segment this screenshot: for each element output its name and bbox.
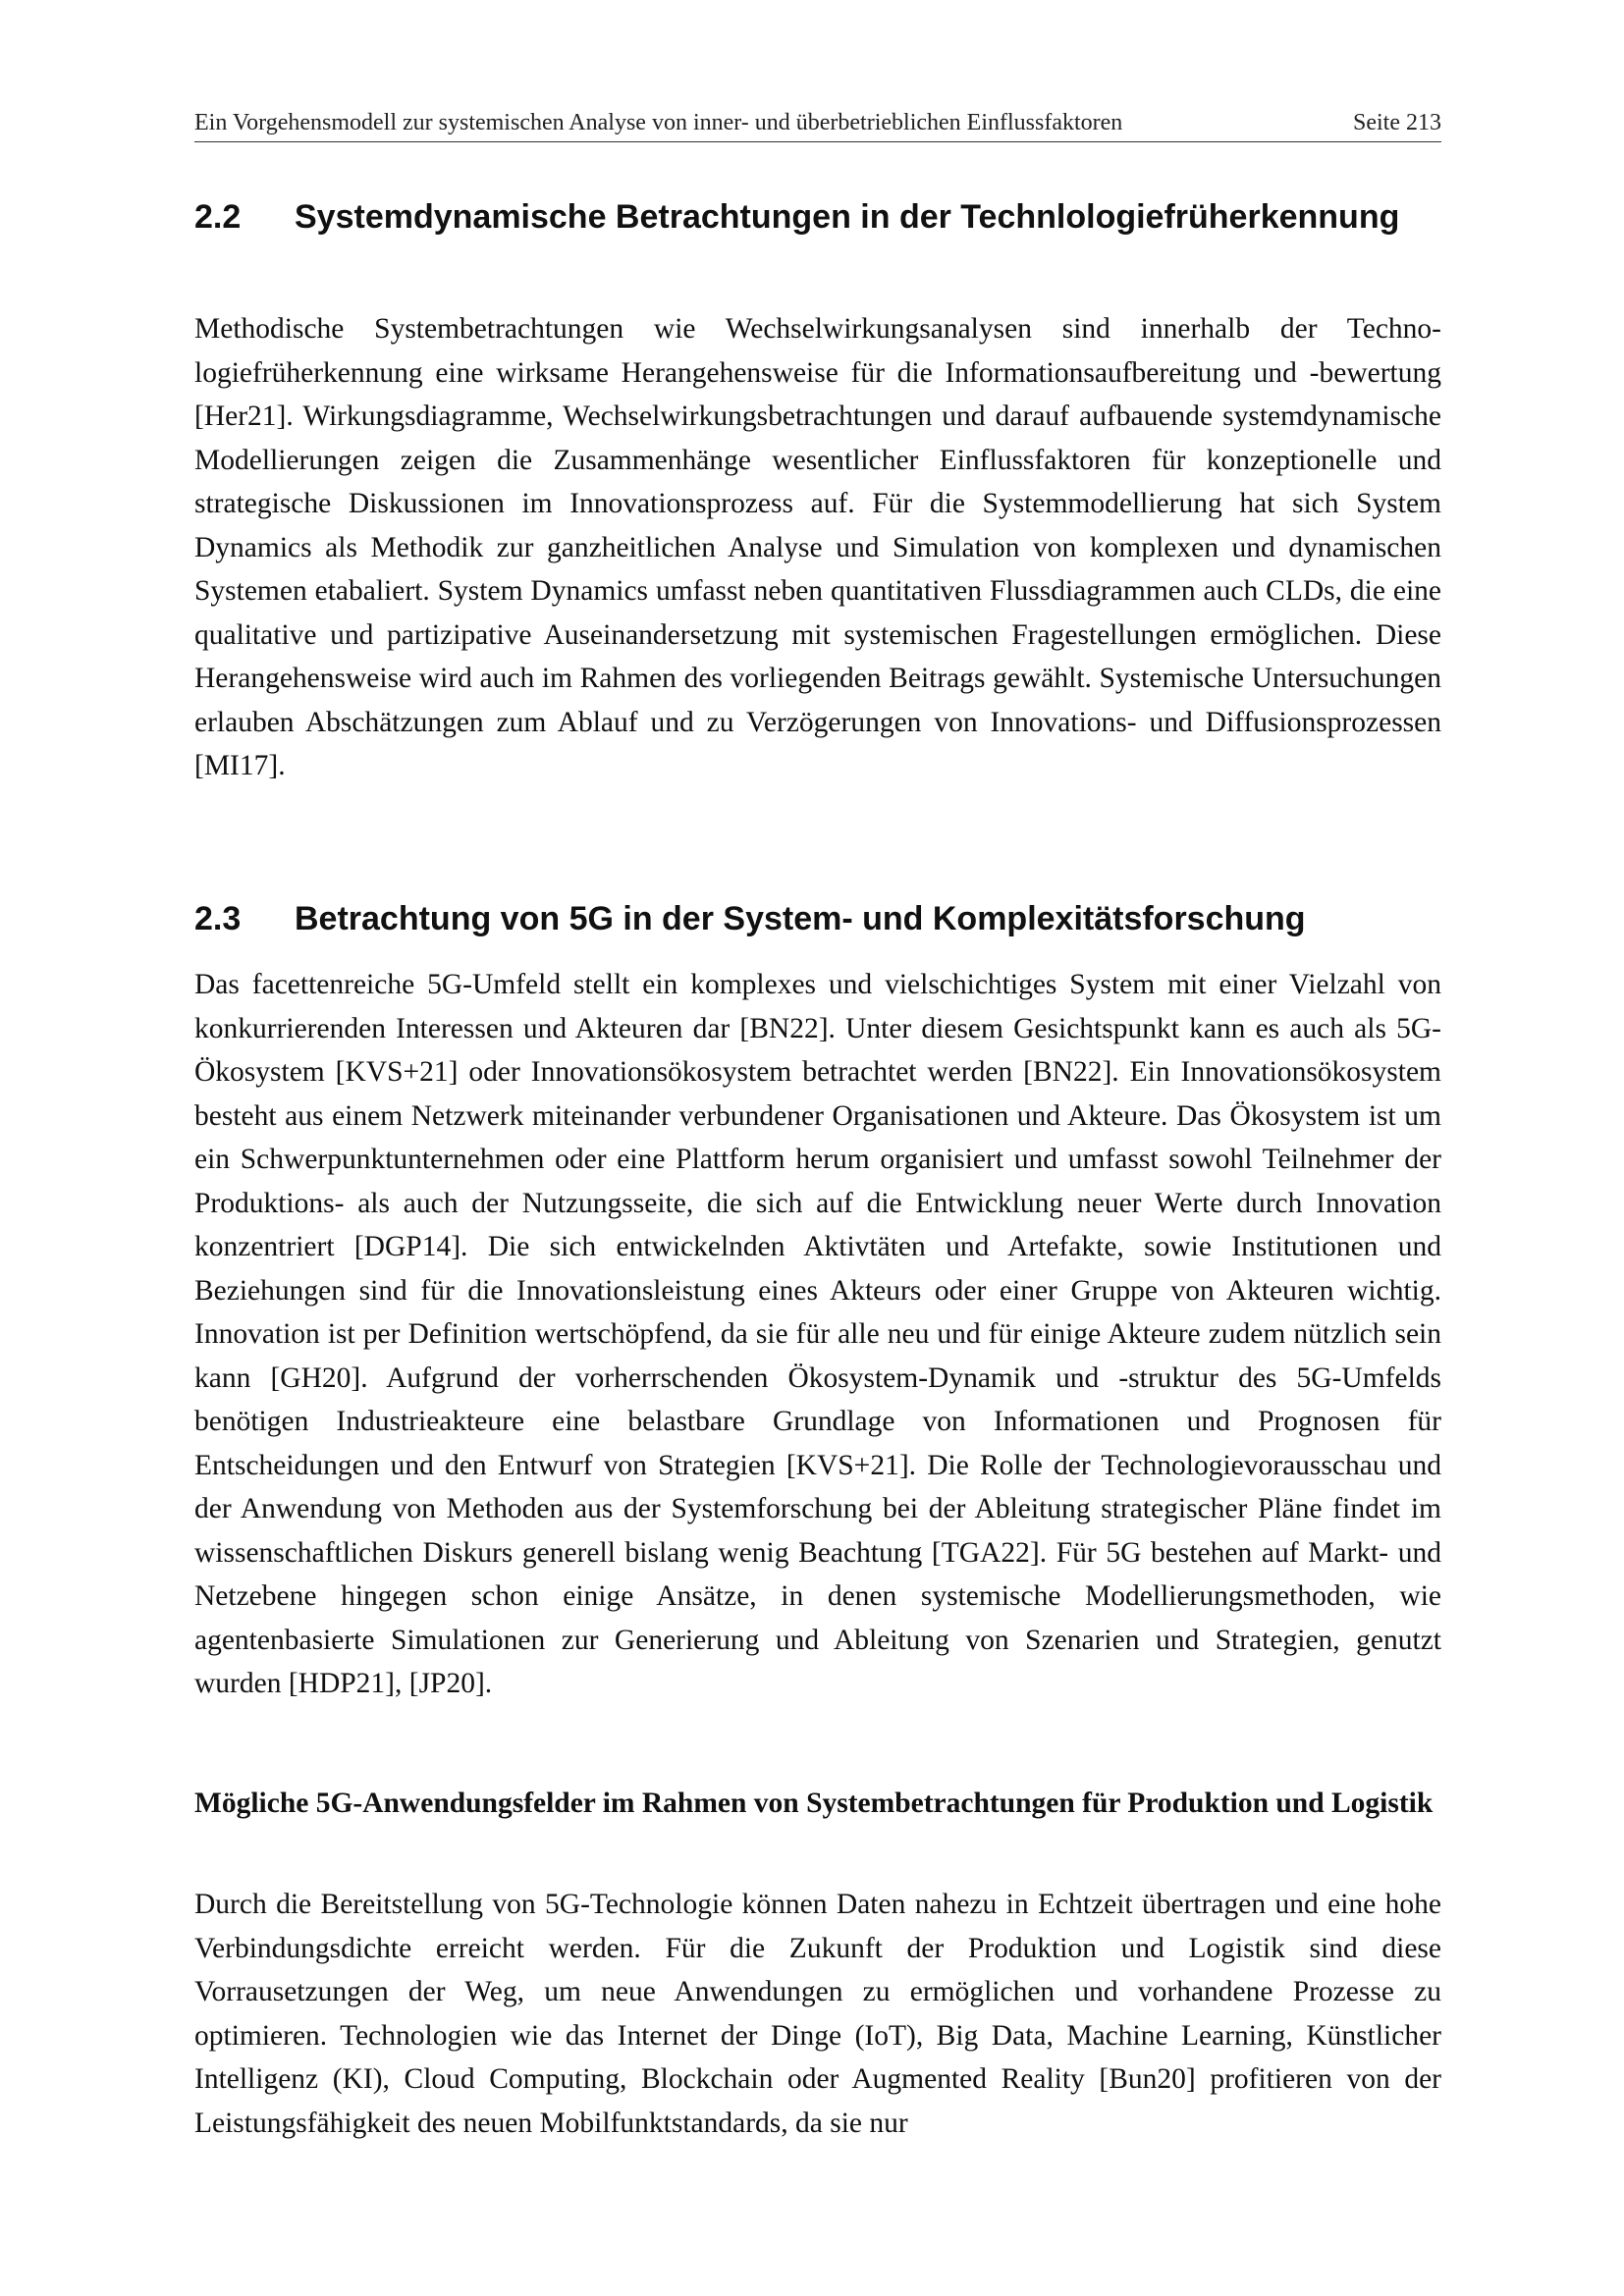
subsection-heading: Mögliche 5G-Anwendungsfelder im Rahmen von Systembetrachtungen für Produktion und Logistik — [194, 1788, 1434, 1819]
running-header — [194, 108, 1441, 142]
body-paragraph: Methodische Systembetrachtungen wie Wechselwirkungsanalysen sind innerhalb der Technologiefrüherkennung eine wirksame Herangehensweise für die Informationsaufbereitung und -bewertung [Her21]. Wirkungsdiagramme, Wechselwirkungsbetrachtungen und darauf aufbauende systemdynamische Modellierungen zeigen die Zusammenhänge wesentlicher Einflussfaktoren für konzeptionelle und strategische Diskussionen im Innovationsprozess auf. Für die Systemmodellierung hat sich System Dynamics als Methodik zur ganzheitlichen Analyse und Simulation von komplexen und dynamischen Systemen etabaliert. System Dynamics umfasst neben quantitativen Flussdiagrammen auch CLDs, die eine qualitative und partizipative Auseinandersetzung mit systemischen Fragestellungen ermöglichen. Diese Herangehensweise wird auch im Rahmen des vorliegenden Beitrags gewählt. Systemische Untersuchungen erlauben Abschätzungen zum Ablauf und zu Verzögerungen von Innovations- und Diffusionsprozessen [MI17]. — [194, 313, 1441, 781]
section-title: Systemdynamische Betrachtungen in der Technlologiefrüherkennung — [295, 198, 1400, 236]
body-paragraph: Durch die Bereitstellung von 5G-Technologie können Daten nahezu in Echtzeit übertragen und eine hohe Verbindungsdichte erreicht werden. Für die Zukunft der Produktion und Logistik sind diese Vorrausetzungen der Weg, um neue Anwendungen zu ermöglichen und vorhandene Prozesse zu optimieren. Technologien wie das Internet der Dinge (IoT), Big Data, Machine Learning, Künstlicher Intelligenz (KI), Cloud Computing, Blockchain oder Augmented Reality [Bun20] profitieren von der Leistungsfähigkeit des neuen Mobilfunktstandards, da sie nur — [194, 1889, 1441, 2139]
section-heading-2-2 — [194, 195, 1441, 240]
section-number: 2.3 — [194, 900, 242, 937]
section-title: Betrachtung von 5G in der System- und Komplexitätsforschung — [295, 900, 1306, 937]
body-paragraph: Das facettenreiche 5G-Umfeld stellt ein komplexes und vielschichtiges System mit einer Vielzahl von konkurrierenden Interessen und Akteuren dar [BN22]. Unter diesem Gesichtspunkt kann es auch als 5G-Ökosystem [KVS+21] oder Innovationsökosystem betrachtet werden [BN22]. Ein Innovationsökosystem besteht aus einem Netzwerk miteinander verbundener Organisationen und Akteure. Das Ökosystem ist um ein Schwerpunktunternehmen oder eine Plattform herum organisiert und umfasst sowohl Teilnehmer der Produktions- als auch der Nutzungsseite, die sich auf die Entwicklung neuer Werte durch Innovation konzentriert [DGP14]. Die sich entwickelnden Aktivtäten und Artefakte, sowie Institutionen und Beziehungen sind für die Innovationsleistung eines Akteurs oder einer Gruppe von Akteuren wichtig. Innovation ist per Definition wertschöpfend, da sie für alle neu und für einige Akteure zudem nützlich sein kann [GH20]. Aufgrund der vorherrschenden Ökosystem-Dynamik und -struktur des 5G-Umfelds benötigen Industrieakteure eine belastbare Grundlage von Informationen und Prognosen für Entscheidungen und den Entwurf von Strategien [KVS+21]. Die Rolle der Technologievorausschau und der Anwendung von Methoden aus der Systemforschung bei der Ableitung strategischer Pläne findet im wissenschaftlichen Diskurs generell bislang wenig Beachtung [TGA22]. Für 5G bestehen auf Markt- und Netzebene hingegen schon einige Ansätze, in denen systemische Modellierungsmethoden, wie agentenbasierte Simulationen zur Generierung und Ableitung von Szenarien und Strategien, genutzt wurden [HDP21], [JP20]. — [194, 969, 1441, 1699]
section-number: 2.2 — [194, 198, 242, 236]
section-heading-2-3 — [194, 897, 1441, 941]
running-title: Ein Vorgehensmodell zur systemischen Analyse von inner- und überbetrieblichen Einflussfaktoren — [194, 110, 1123, 135]
page-number: Seite 213 — [1353, 110, 1441, 135]
